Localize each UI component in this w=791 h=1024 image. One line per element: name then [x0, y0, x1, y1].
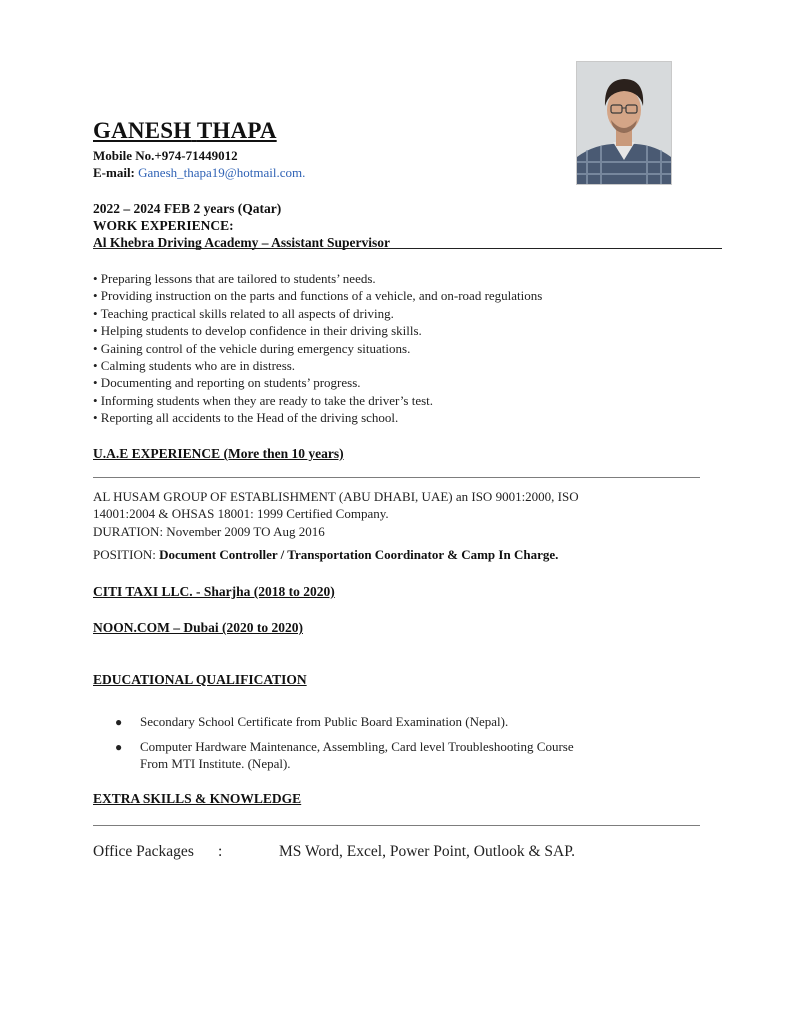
- profile-photo-image: [577, 62, 671, 184]
- office-packages-value: MS Word, Excel, Power Point, Outlook & SAP.: [279, 843, 575, 860]
- mobile-number: Mobile No.+974-71449012: [93, 148, 238, 163]
- list-item: [115, 739, 574, 771]
- list-item: • Preparing lessons that are tailored to students’ needs.: [93, 271, 376, 286]
- education-item-text: Computer Hardware Maintenance, Assembling, Card level Troubleshooting Course: [140, 739, 574, 754]
- office-packages-label: Office Packages: [93, 843, 194, 860]
- bullet-icon: ●: [115, 715, 123, 729]
- candidate-name: [93, 118, 277, 144]
- list-item: • Helping students to develop confidence in their driving skills.: [93, 323, 422, 339]
- list-item: • Providing instruction on the parts and functions of a vehicle, and on-road regulations: [93, 288, 543, 304]
- education-item-text: Secondary School Certificate from Public Board Examination (Nepal).: [140, 714, 509, 729]
- name-first: GANESH: [93, 118, 192, 143]
- section-divider: [93, 477, 700, 478]
- qatar-period: 2022 – 2024 FEB 2 years (Qatar): [93, 201, 282, 216]
- list-item: • Documenting and reporting on students’ progress.: [93, 375, 361, 391]
- qatar-job-title: Al Khebra Driving Academy – Assistant Supervisor: [93, 235, 391, 250]
- list-item: • Teaching practical skills related to all aspects of driving.: [93, 305, 394, 321]
- duties-list: [93, 270, 542, 427]
- position-label: POSITION:: [93, 547, 156, 562]
- office-packages-separator: :: [218, 843, 223, 860]
- bullet-icon: ●: [115, 740, 123, 754]
- position-value: Document Controller / Transportation Coordinator & Camp In Charge.: [159, 547, 559, 562]
- uae-experience-heading: U.A.E EXPERIENCE (More then 10 years): [93, 446, 344, 461]
- profile-photo: [576, 61, 672, 185]
- list-item: [115, 714, 509, 730]
- list-item: • Reporting all accidents to the Head of the driving school.: [93, 410, 399, 426]
- duration: DURATION: November 2009 TO Aug 2016: [93, 524, 325, 539]
- citi-taxi-heading: CITI TAXI LLC. - Sharjha (2018 to 2020): [93, 584, 335, 599]
- email-link[interactable]: Ganesh_thapa19@hotmail.com.: [138, 165, 306, 180]
- name-last: THAPA: [196, 118, 277, 143]
- work-experience-heading: WORK EXPERIENCE:: [93, 218, 234, 233]
- job-title-underline: [93, 248, 722, 249]
- email-line: [93, 165, 305, 181]
- section-divider: [93, 825, 700, 826]
- education-heading: EDUCATIONAL QUALIFICATION: [93, 672, 307, 687]
- company-line-2: 14001:2004 & OHSAS 18001: 1999 Certified Company.: [93, 506, 389, 521]
- position-line: [93, 547, 558, 563]
- company-line-1: AL HUSAM GROUP OF ESTABLISHMENT (ABU DHABI, UAE) an ISO 9001:2000, ISO: [93, 489, 579, 504]
- education-item-text-cont: From MTI Institute. (Nepal).: [140, 756, 291, 771]
- list-item: • Informing students when they are ready to take the driver’s test.: [93, 392, 434, 408]
- email-label: E-mail:: [93, 165, 135, 180]
- list-item: • Gaining control of the vehicle during emergency situations.: [93, 340, 411, 356]
- extra-skills-heading: EXTRA SKILLS & KNOWLEDGE: [93, 791, 302, 806]
- noon-heading: NOON.COM – Dubai (2020 to 2020): [93, 620, 303, 635]
- list-item: • Calming students who are in distress.: [93, 358, 296, 374]
